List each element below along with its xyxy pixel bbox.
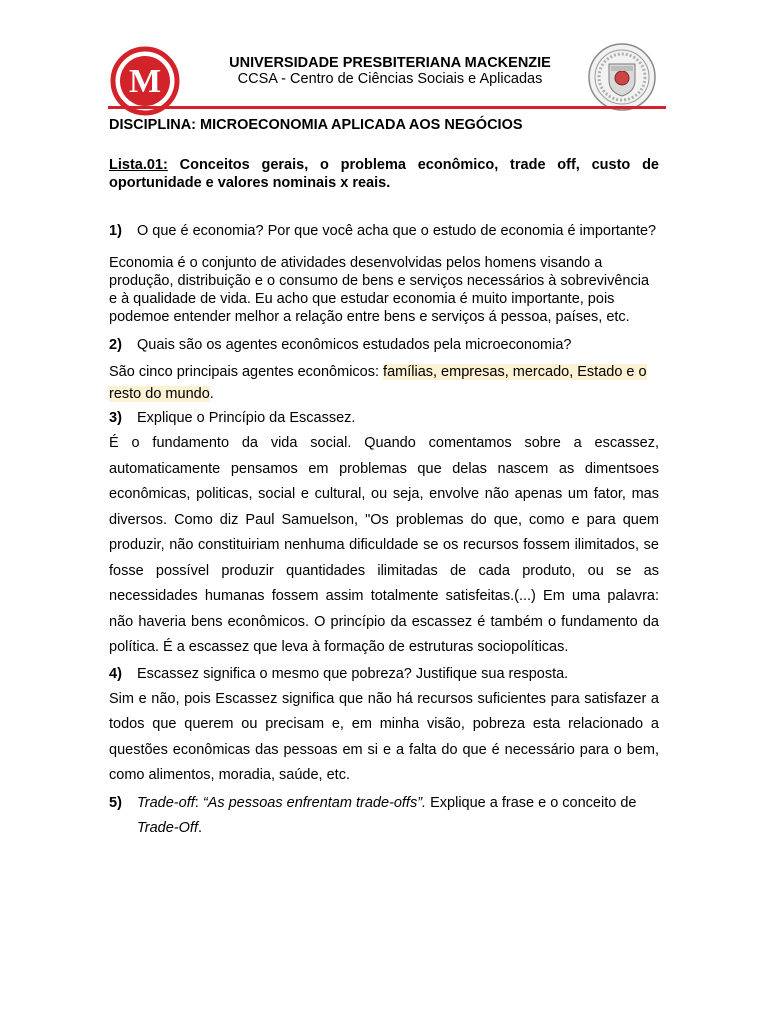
question-1: [109, 222, 659, 240]
colon: :: [194, 794, 203, 811]
document-body: [109, 116, 659, 841]
question-number: 5): [109, 794, 122, 811]
answer-4: Sim e não, pois Escassez significa que não há recursos suficientes para satisfazer a todos que querem ou precisam e, em minha visão, pobreza esta relacionado a questões econômicas das pessoas em si e a falta do que é necessário para o bem, como alimentos, moradia, saúde, etc.: [109, 690, 659, 783]
university-name: UNIVERSIDADE PRESBITERIANA MACKENZIE: [229, 55, 551, 71]
question-text: Escassez significa o mesmo que pobreza? Justifique sua resposta.: [137, 665, 569, 682]
period: .: [197, 819, 202, 836]
question-number: 3): [109, 410, 122, 426]
svg-text:M: M: [128, 63, 162, 100]
list-topic: Conceitos gerais, o problema econômico, trade off, custo de oportunidade e valores nominais x reais.: [109, 157, 659, 191]
question-text: [137, 791, 659, 841]
answer-2: [109, 361, 659, 405]
question-5: [109, 791, 659, 841]
answer-text-end: .: [209, 386, 214, 402]
center-name: CCSA - Centro de Ciências Sociais e Aplicadas: [237, 71, 543, 87]
question-number: 4): [109, 665, 122, 682]
list-title: [109, 156, 659, 192]
question-number: 2): [109, 337, 122, 353]
question-2: [109, 336, 659, 354]
term-trade-off-2: Trade-Off: [137, 819, 198, 836]
question-text: Quais são os agentes econômicos estudados pela microeconomia?: [137, 337, 572, 353]
answer-3: É o fundamento da vida social. Quando comentamos sobre a escassez, automaticamente pensamos em problemas que delas nascem as dimentsoes econômicas, politicas, social e cultural, ou seja, envolve não apenas um fator, mas diversos. Como diz Paul Samuelson, "Os problemas do que, como e para quem produzir, não constituiriam nenhuma dificuldade se os recursos fossem ilimitados, se fosse possível produzir quantidades ilimitadas de cada produto, ou se as necessidades humanas fossem assim totalmente satisfeitas.(...) Em uma palavra: não haveria bens econômicos. O princípio da escassez é também o fundamento da política. É a escassez que leva à formação de estruturas sociopolíticas.: [109, 435, 659, 655]
question-instruction: Explique a frase e o conceito de: [426, 794, 637, 811]
term-trade-off: Trade-off: [137, 794, 195, 811]
quoted-phrase: “As pessoas enfrentam trade-offs”.: [202, 794, 427, 811]
highlighted-text: famílias, empresas, mercado, Estado e o resto do mundo: [109, 364, 647, 402]
question-3: [109, 409, 659, 427]
header-divider: [108, 106, 666, 109]
question-number: 1): [109, 223, 122, 239]
answer-text: São cinco principais agentes econômicos:: [109, 364, 384, 380]
question-text: O que é economia? Por que você acha que o estudo de economia é importante?: [137, 223, 657, 239]
question-text: Explique o Princípio da Escassez.: [137, 410, 356, 426]
question-4: [109, 665, 659, 683]
discipline-title: DISCIPLINA: MICROECONOMIA APLICADA AOS NEGÓCIOS: [109, 117, 523, 133]
answer-1: Economia é o conjunto de atividades desenvolvidas pelos homens visando a produção, distribuição e o consumo de bens e serviços necessários à sobrevivência e à qualidade de vida. Eu acho que estudar economia é muito importante, pois podemoe entender melhor a relação entre bens e serviços á pessoa, países, etc.: [109, 255, 650, 325]
list-label: Lista.01:: [109, 157, 168, 173]
